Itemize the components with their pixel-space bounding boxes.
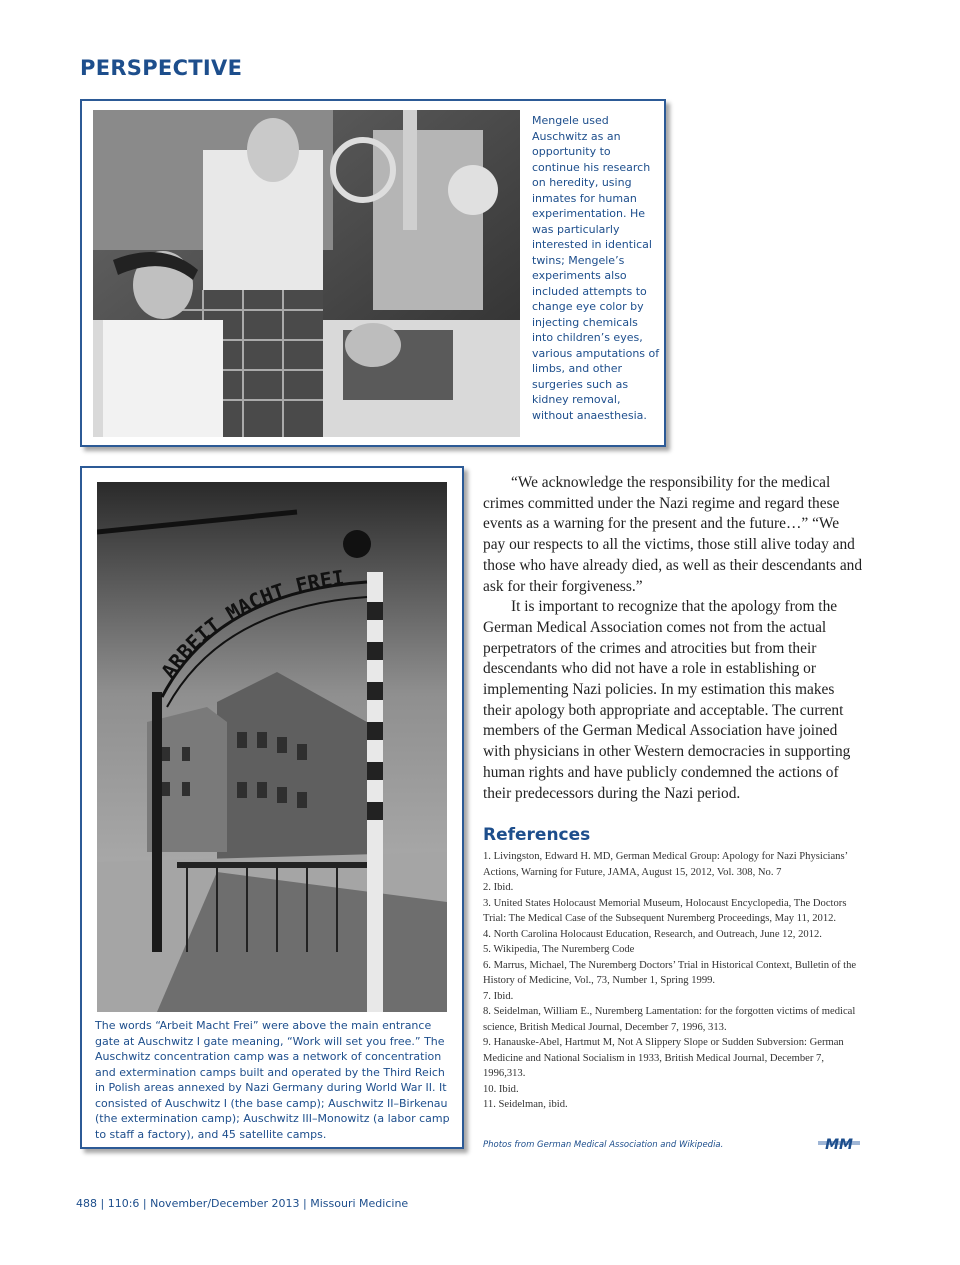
references-title: References (483, 825, 591, 845)
reference-item: 2. Ibid. (483, 882, 514, 893)
figure-auschwitz-gate (80, 466, 464, 1149)
page-footer: 488 | 110:6 | November/December 2013 | Missouri Medicine (76, 1197, 409, 1210)
svg-text:MM: MM (825, 1137, 853, 1151)
reference-item: 4. North Carolina Holocaust Education, Research, and Outreach, June 12, 2012. (483, 928, 822, 940)
body-paragraph: It is important to recognize that the apology from the German Medical Association comes not from the actual perpetrators of the crimes and atrocities but from their descendants who did not have a role in establishing or implementing Nazi policies. In my estimation this makes their apology both appropriate and acceptable. The current members of the German Medical Association have joined with physicians in other Western democracies in supporting human rights and have publicly condemned the actions of their predecessors during the Nazi period. (483, 598, 851, 802)
reference-item: 3. United States Holocaust Memorial Museum, Holocaust Encyclopedia, The Doctors Trial: The Medical Case of the Subsequent Nuremberg Proceedings, May 11, 2012. (483, 897, 847, 924)
photo-mengele-experiment (93, 110, 520, 437)
mm-logo (818, 1135, 860, 1151)
reference-item: 8. Seidelman, William E., Nuremberg Lamentation: for the forgotten victims of medical science, British Medical Journal, December 7, 1996, 313. (483, 1006, 856, 1033)
reference-item: 11. Seidelman, ibid. (483, 1099, 568, 1110)
reference-item: 6. Marrus, Michael, The Nuremberg Doctors’ Trial in Historical Context, Bulletin of the History of Medicine, Vol., 73, Number 1, Spring 1999. (483, 959, 857, 986)
body-paragraph: “We acknowledge the responsibility for the medical crimes committed under the Nazi regime and regard these events as a warning for the present and the future…” “We pay our respects to all the victims, those still alive today and those who have already died, as well as their descendants and ask for their forgiveness.” (483, 474, 863, 595)
reference-item: 5. Wikipedia, The Nuremberg Code (483, 944, 635, 955)
body-text (483, 473, 865, 804)
gate-sign-text: ARBEIT MACHT FREI (156, 565, 346, 683)
figure2-caption: The words “Arbeit Macht Frei” were above the main entrance gate at Auschwitz I gate meaning, “Work will set you free.” The Auschwitz concentration camp was a network of concentration and extermination camps built and operated by the Third Reich in Polish areas annexed by Nazi Germany during World War II. It consisted of Auschwitz I (the base camp); Auschwitz II–Birkenau (the extermination camp); Auschwitz III–Monowitz (a labor camp to staff a factory), and 45 satellite camps. (95, 1019, 450, 1141)
reference-item: 1. Livingston, Edward H. MD, German Medical Group: Apology for Nazi Physicians’ Actions, Warning for Future, JAMA, August 15, 2012, Vol. 308, No. 7 (483, 851, 848, 878)
figure1-caption: Mengele used Auschwitz as an opportunity to continue his research on heredity, using inmates for human experimentation. He was particularly interested in identical twins; Mengele’s experiments also included attempts to change eye color by injecting chemicals into children’s eyes, various amputations of limbs, and other surgeries such as kidney removal, without anaesthesia. (532, 114, 660, 422)
reference-item: 7. Ibid. (483, 990, 514, 1002)
references-list (483, 849, 865, 1113)
section-header: PERSPECTIVE (80, 56, 243, 80)
reference-item: 10. Ibid. (483, 1083, 519, 1095)
photo-auschwitz-gate (97, 482, 447, 1012)
reference-item: 9. Hanauske-Abel, Hartmut M, Not A Slippery Slope or Sudden Subversion: German Medicine and National Socialism in 1933, British Medical Journal, December 7, 1996,313. (483, 1037, 844, 1079)
figure-mengele (80, 99, 666, 447)
photo-credit: Photos from German Medical Association and Wikipedia. (483, 1140, 724, 1150)
